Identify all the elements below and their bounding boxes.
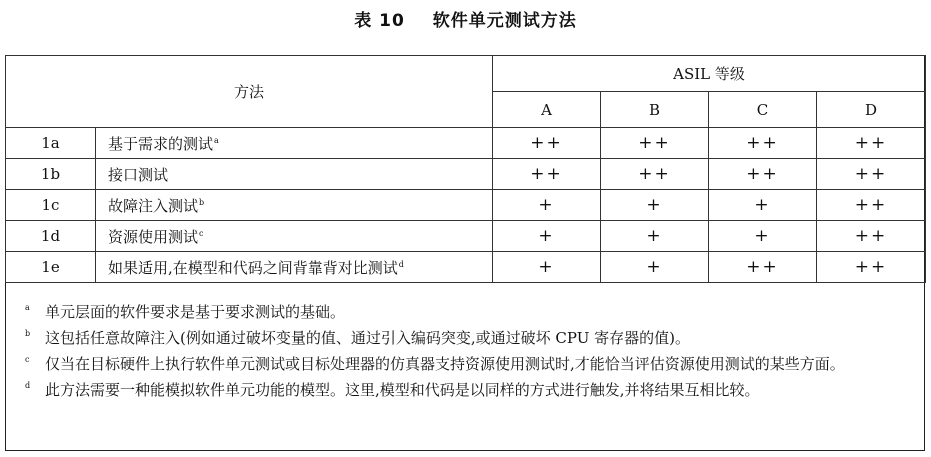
header-level-d: D <box>817 92 926 128</box>
table-row <box>6 128 926 159</box>
footnote-ref: d <box>398 259 404 269</box>
row-method-text: 基于需求的测试 <box>108 134 214 153</box>
row-id: 1b <box>6 159 96 190</box>
rating-level-b: + <box>601 190 709 221</box>
footnote-mark: a <box>25 303 30 312</box>
footnote <box>25 325 913 351</box>
footnote-ref: c <box>199 228 204 238</box>
footnote-mark: c <box>25 355 30 364</box>
rating-level-c: ++ <box>709 159 817 190</box>
rating-level-a: + <box>493 190 601 221</box>
footnote <box>25 377 913 403</box>
rating-level-d: ++ <box>817 221 926 252</box>
row-id: 1e <box>6 252 96 283</box>
rating-level-b: + <box>601 252 709 283</box>
rating-level-c: ++ <box>709 252 817 283</box>
row-method-text: 如果适用,在模型和代码之间背靠背对比测试 <box>108 258 398 277</box>
row-method <box>96 252 493 283</box>
row-id: 1c <box>6 190 96 221</box>
row-id: 1d <box>6 221 96 252</box>
row-method-text: 资源使用测试 <box>108 227 199 246</box>
rating-level-b: + <box>601 221 709 252</box>
footnote-ref: b <box>199 197 205 207</box>
rating-level-d: ++ <box>817 159 926 190</box>
rating-level-c: + <box>709 221 817 252</box>
header-row-top <box>6 56 926 92</box>
footnote-mark: b <box>25 329 31 338</box>
rating-level-d: ++ <box>817 190 926 221</box>
table-row <box>6 221 926 252</box>
header-method: 方法 <box>6 56 493 128</box>
method-table <box>5 55 926 283</box>
table-row <box>6 190 926 221</box>
rating-level-a: ++ <box>493 159 601 190</box>
rating-level-a: + <box>493 221 601 252</box>
row-id: 1a <box>6 128 96 159</box>
footnote-text: 仅当在目标硬件上执行软件单元测试或目标处理器的仿真器支持资源使用测试时,才能恰当评估资源使用测试的某些方面。 <box>45 355 845 373</box>
rating-level-a: ++ <box>493 128 601 159</box>
table-title <box>0 6 931 34</box>
row-method <box>96 221 493 252</box>
rating-level-c: + <box>709 190 817 221</box>
row-method-text: 接口测试 <box>108 165 169 184</box>
table-row <box>6 252 926 283</box>
footnote-ref: a <box>214 135 219 145</box>
footnote-mark: d <box>25 381 31 390</box>
footnote-text: 这包括任意故障注入(例如通过破坏变量的值、通过引入编码突变,或通过破坏 CPU 寄存器的值)。 <box>45 329 690 347</box>
table-caption: 软件单元测试方法 <box>432 11 577 31</box>
table-row <box>6 159 926 190</box>
row-method <box>96 190 493 221</box>
header-level-a: A <box>493 92 601 128</box>
rating-level-a: + <box>493 252 601 283</box>
row-method <box>96 128 493 159</box>
footnote-text: 此方法需要一种能模拟软件单元功能的模型。这里,模型和代码是以同样的方式进行触发,并将结果互相比较。 <box>45 381 760 399</box>
header-asil: ASIL 等级 <box>493 56 926 92</box>
rating-level-c: ++ <box>709 128 817 159</box>
row-method-text: 故障注入测试 <box>108 196 199 215</box>
footnote <box>25 299 913 325</box>
header-level-c: C <box>709 92 817 128</box>
rating-level-d: ++ <box>817 252 926 283</box>
rating-level-b: ++ <box>601 128 709 159</box>
table-number: 表 10 <box>354 11 405 31</box>
row-method <box>96 159 493 190</box>
footnote-text: 单元层面的软件要求是基于要求测试的基础。 <box>45 303 346 321</box>
footnote <box>25 351 913 377</box>
rating-level-b: ++ <box>601 159 709 190</box>
header-level-b: B <box>601 92 709 128</box>
rating-level-d: ++ <box>817 128 926 159</box>
table-notes <box>5 289 925 403</box>
